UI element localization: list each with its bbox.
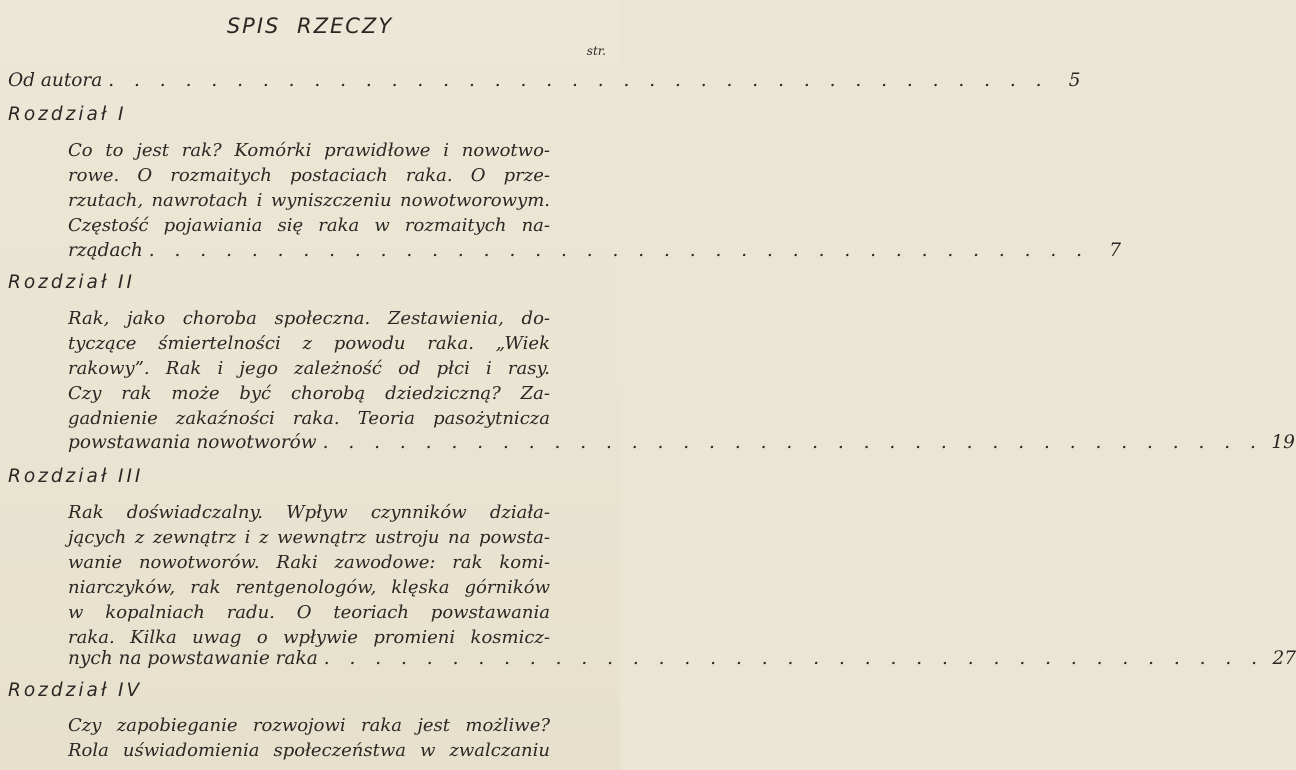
page-column-label: str. [586, 44, 606, 58]
chapter-text-line: Co to jest rak? Komórki prawidłowe i nowotwo- [68, 140, 550, 161]
dot-leader: . . . . . . . . . . . . . . . . . . . . . . . . . . . . . . . . . . . . . [108, 70, 1049, 91]
toc-entry-chapter-1 [68, 240, 1122, 261]
chapter-text-line: gadnienie zakaźności raka. Teoria pasożytnicza [68, 408, 550, 429]
chapter-text-line: rzutach, nawrotach i wyniszczeniu nowotworowym. [68, 190, 550, 211]
chapter-text-line: Częstość pojawiania się raka w rozmaitych na- [68, 215, 550, 236]
chapter-text-line: rakowy”. Rak i jego zależność od płci i rasy. [68, 358, 550, 379]
entry-title: Od autora [8, 70, 103, 91]
chapter-text-line: Rak doświadczalny. Wpływ czynników działa- [68, 502, 550, 523]
chapter-heading: Rozdział II [8, 272, 135, 293]
page-number: 7 [1109, 240, 1122, 261]
chapter-text-line: tyczące śmiertelności z powodu raka. „Wiek [68, 333, 550, 354]
chapter-text-line: w kopalniach radu. O teoriach powstawania [68, 602, 550, 623]
toc-entry-preface [8, 70, 1081, 91]
chapter-heading: Rozdział III [8, 466, 144, 487]
chapter-text-line: Czy rak może być chorobą dziedziczną? Za- [68, 383, 550, 404]
chapter-text-line: Rola uświadomienia społeczeństwa w zwalczaniu [68, 740, 550, 761]
dot-leader: . . . . . . . . . . . . . . . . . . . . . . . . . . . . . . . . . . . . . [148, 240, 1090, 261]
toc-entry-chapter-3 [68, 648, 1296, 669]
page-title: SPIS RZECZY [226, 14, 394, 38]
page-number: 5 [1068, 70, 1081, 91]
chapter-heading: Rozdział I [8, 104, 127, 125]
chapter-text-line: rowe. O rozmaitych postaciach raka. O prze- [68, 165, 550, 186]
entry-last-line: nych na powstawanie raka [68, 648, 318, 669]
toc-entry-chapter-2 [68, 432, 1295, 453]
chapter-text-line: jących z zewnątrz i z wewnątrz ustroju na powsta- [68, 527, 550, 548]
chapter-heading: Rozdział IV [8, 680, 143, 701]
chapter-text-line: Czy zapobieganie rozwojowi raka jest możliwe? [68, 715, 550, 736]
chapter-text-line: Rak, jako choroba społeczna. Zestawienia, do- [68, 308, 550, 329]
chapter-text-line: wanie nowotworów. Raki zawodowe: rak komi- [68, 552, 550, 573]
dot-leader: . . . . . . . . . . . . . . . . . . . . . . . . . . . . . . . . . . . . . [323, 648, 1265, 669]
chapter-text-line: raka. Kilka uwag o wpływie promieni kosmicz- [68, 627, 550, 648]
entry-last-line: rządach [68, 240, 143, 261]
chapter-text-line: niarczyków, rak rentgenologów, klęska górników [68, 577, 550, 598]
dot-leader: . . . . . . . . . . . . . . . . . . . . . . . . . . . . . . . . . . . . . [322, 432, 1263, 453]
page-number: 27 [1272, 648, 1296, 669]
page-number: 19 [1271, 432, 1295, 453]
entry-last-line: powstawania nowotworów [68, 432, 317, 453]
